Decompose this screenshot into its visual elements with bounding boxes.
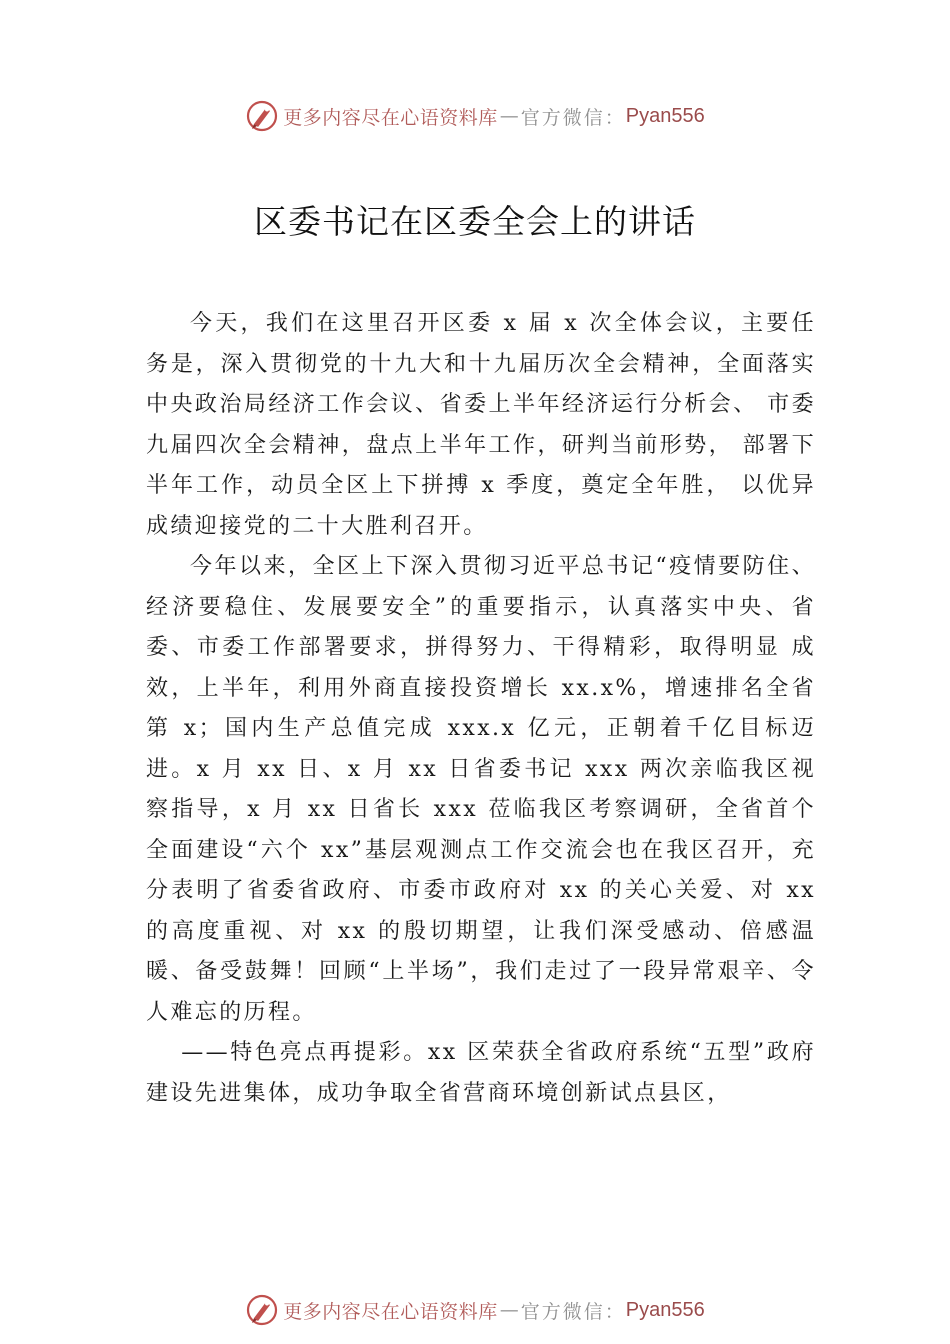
watermark-wechat-label: 官方微信： [520, 106, 626, 129]
watermark-wechat-id: Pyan556 [625, 1298, 705, 1321]
paragraph-1: 今天，我们在这里召开区委 x 届 x 次全体会议，主要任务是，深入贯彻党的十九大和十九届历次全会精神，全面落实中央政治局经济工作会议、省委上半年经济运行分析会、 市委九届四次全会精神，盘点上半年工作，研判当前形势， 部署下半年工作，动员全区上下拼搏 x 季度，奠定全年胜， 以优异成绩迎接党的二十大胜利召开。 [146, 311, 816, 539]
document-title: 区委书记在区委全会上的讲话 [254, 202, 696, 241]
footer-watermark [0, 1290, 950, 1330]
watermark-separator: — [499, 105, 519, 127]
watermark-site-text: 更多内容尽在心语资料库 [283, 1300, 498, 1323]
watermark-wechat-id: Pyan556 [625, 104, 705, 127]
watermark-wechat-label: 官方微信： [520, 1300, 626, 1323]
document-body [146, 304, 816, 1114]
header-watermark [0, 96, 950, 136]
watermark-separator: — [499, 1299, 519, 1321]
watermark-site-text: 更多内容尽在心语资料库 [283, 106, 498, 129]
pen-logo-icon [245, 1293, 279, 1327]
paragraph-2: 今年以来，全区上下深入贯彻习近平总书记“疫情要防住、经济要稳住、发展要安全”的重要指示，认真落实中央、省委、市委工作部署要求，拼得努力、干得精彩，取得明显 成效，上半年，利用外商直接投资增长 xx.x%，增速排名全省第 x；国内生产总值完成 xxx.x 亿元，正朝着千亿目标迈进。x 月 xx 日、x 月 xx 日省委书记 xxx 两次亲临我区视察指导，x 月 xx 日省长 xxx 莅临我区考察调研，全省首个全面建设“六个 xx”基层观测点工作交流会也在我区召开，充分表明了省委省政府、市委市政府对 xx 的关心关爱、对 xx 的高度重视、对 xx 的殷切期望，让我们深受感动、倍感温暖、备受鼓舞！回顾“上半场”，我们走过了一段异常艰辛、令人难忘的历程。 [146, 554, 816, 1025]
pen-logo-icon [245, 99, 279, 133]
paragraph-3: ——特色亮点再提彩。xx 区荣获全省政府系统“五型”政府建设先进集体，成功争取全省营商环境创新试点县区， [146, 1040, 816, 1106]
